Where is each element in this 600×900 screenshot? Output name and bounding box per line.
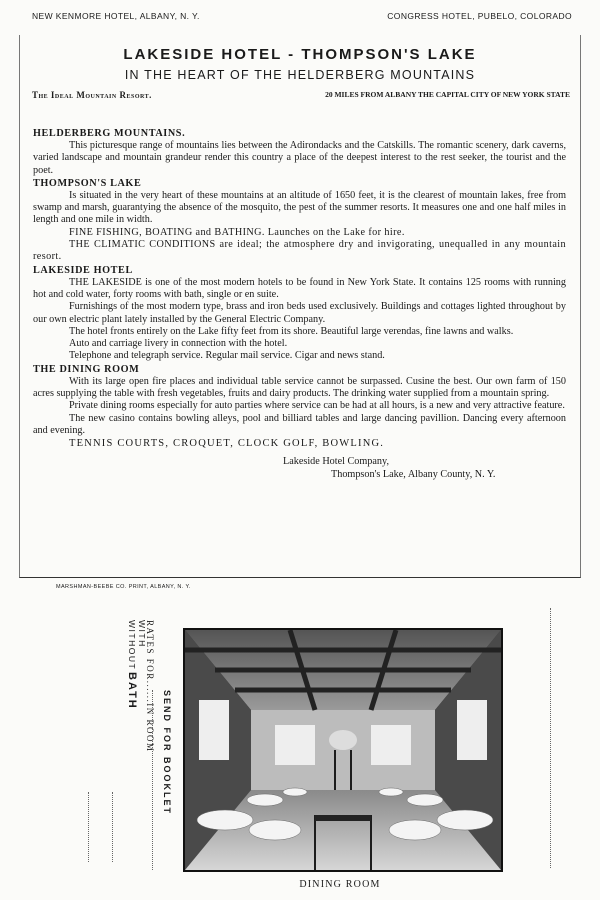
paragraph-dining: With its large open fire places and individual table service cannot be surpassed. Cusine the best. Our own farm of 150 acres supplying the table with fresh vegetables, fruits and dairy products. The drinking water supplied from a mountain spring.	[33, 375, 566, 400]
paragraph-climatic: THE CLIMATIC CONDITIONS are ideal; the atmosphere dry and invigorating, unequalled in any mountain resort.	[33, 239, 566, 263]
signature-address: Thompson's Lake, Albany County, N. Y.	[331, 468, 496, 480]
body-text	[33, 127, 566, 481]
dining-room-photo	[183, 628, 503, 872]
heading-hotel: LAKESIDE HOTEL	[33, 264, 133, 276]
distance-note: 20 MILES FROM ALBANY THE CAPITAL CITY OF NEW YORK STATE	[325, 90, 570, 99]
paragraph-lake: Is situated in the very heart of these mountains at an altitude of 1650 feet, it is the clearest of mountain lakes, free from swamp and marsh, guarantying the absence of the mosquito, the pest of the summer resorts. It measures one and one half miles in length and one mile in width.	[33, 189, 566, 226]
heading-dining: THE DINING ROOM	[33, 363, 140, 375]
without-label: WITHOUT	[127, 620, 137, 671]
sports-line: TENNIS COURTS, CROQUET, CLOCK GOLF, BOWLING.	[69, 438, 385, 450]
paragraph-fishing: FINE FISHING, BOATING and BATHING. Launches on the Lake for hire.	[69, 226, 405, 238]
paragraph-casino: The new casino contains bowling alleys, pool and billiard tables and large dancing pavillion. Dancing every afternoon and evening.	[33, 412, 566, 436]
heading-lake: THOMPSON'S LAKE	[33, 177, 142, 189]
resort-tagline: The Ideal Mountain Resort.	[32, 90, 152, 100]
with-label: WITH	[137, 620, 147, 648]
header-right: CONGRESS HOTEL, PUBELO, COLORADO	[387, 11, 572, 21]
dining-room-illustration	[185, 630, 501, 870]
paragraph-telephone: Telephone and telegraph service. Regular mail service. Cigar and news stand.	[69, 350, 385, 362]
header-left: NEW KENMORE HOTEL, ALBANY, N. Y.	[32, 11, 200, 21]
paragraph-hotel: THE LAKESIDE is one of the most modern hotels to be found in New York State. It contains 125 rooms with running hot and cold water, forty rooms with bath, single or en suite.	[33, 276, 566, 300]
dotted-line	[152, 690, 153, 870]
paragraph-livery: Auto and carriage livery in connection with the hotel.	[69, 338, 288, 350]
page-subtitle: IN THE HEART OF THE HELDERBERG MOUNTAINS	[124, 68, 476, 82]
signature-company: Lakeside Hotel Company,	[283, 455, 389, 467]
rates-for: RATES FOR......IN ROOM	[145, 620, 155, 753]
photo-caption: DINING ROOM	[299, 879, 381, 890]
dotted-line	[112, 792, 113, 862]
send-booklet: SEND FOR BOOKLET	[162, 690, 172, 816]
paragraph-furnishings: Furnishings of the most modern type, brass and iron beds used exclusively. Buildings and cottages lighted throughout by our own electric plant lately installed by the General Electric Company.	[33, 301, 566, 325]
dotted-line	[550, 608, 551, 868]
page-title: LAKESIDE HOTEL - THOMPSON'S LAKE	[123, 46, 477, 63]
paragraph-helderberg: This picturesque range of mountains lies between the Adirondacks and the Catskills. The romantic scenery, dark caverns, varied landscape and mountain grandeur render this country a place of the deepest interest to the rest seeker, the tourist and the poet.	[33, 140, 566, 176]
bath-options	[127, 620, 147, 670]
bath-label: BATH	[126, 672, 138, 710]
heading-helderberg: HELDERBERG MOUNTAINS.	[33, 128, 186, 139]
header-hotels	[32, 11, 572, 21]
signature-block	[33, 455, 566, 481]
dotted-line	[88, 792, 89, 862]
paragraph-fronts: The hotel fronts entirely on the Lake fifty feet from its shore. Beautiful large verendas, fine lawns and walks.	[69, 325, 514, 337]
resort-line	[32, 90, 570, 100]
printer-credit: MARSHMAN-BEEBE CO. PRINT, ALBANY, N. Y.	[56, 584, 191, 590]
paragraph-private-dining: Private dining rooms especially for auto parties where service can be had at all hours, is a new and very attractive feature.	[69, 400, 565, 412]
